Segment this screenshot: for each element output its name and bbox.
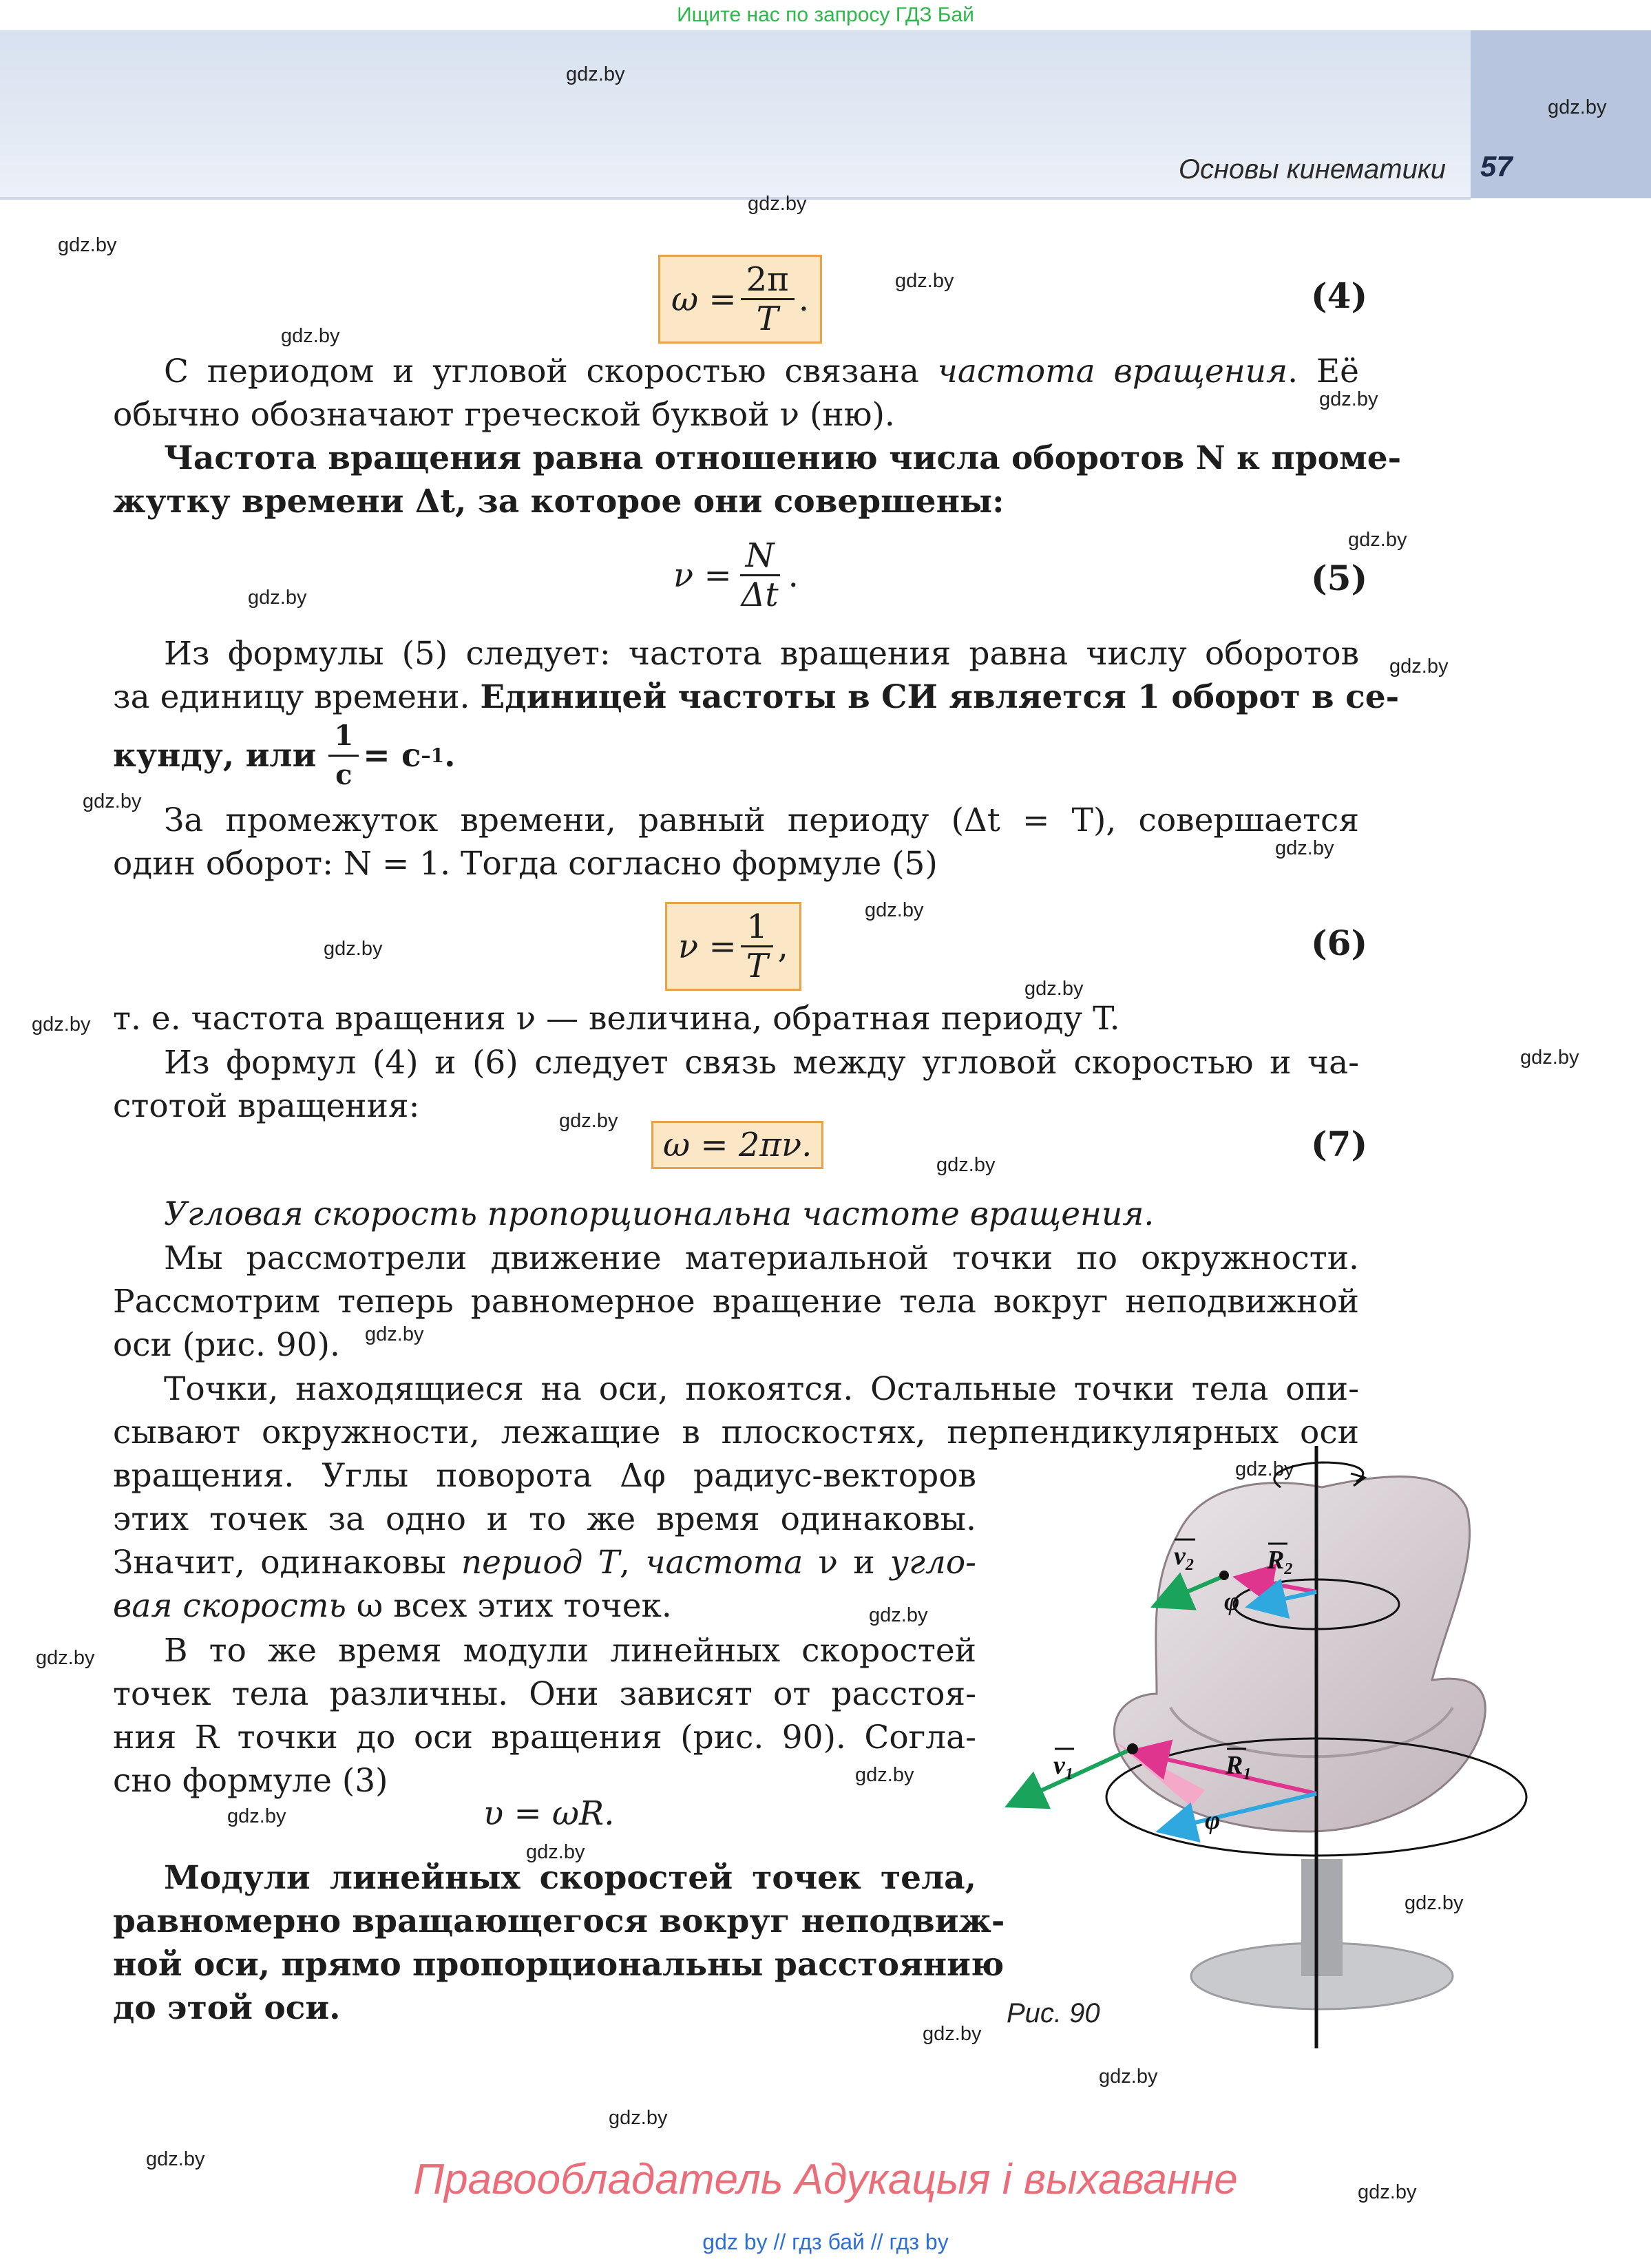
watermark: gdz.by — [58, 234, 117, 256]
equation-number: (6) — [1311, 923, 1368, 963]
watermark: gdz.by — [869, 1604, 928, 1626]
watermark: gdz.by — [865, 899, 924, 921]
formula-highlight: ν = $\frac{1}{T}$ , — [665, 902, 801, 991]
watermark: gdz.by — [32, 1014, 91, 1036]
label-phi-upper: φ — [1224, 1587, 1240, 1616]
top-banner: Ищите нас по запросу ГДЗ Бай — [0, 0, 1651, 30]
watermark: gdz.by — [1405, 1892, 1464, 1914]
unit-definition: кунду, или $\frac{1}{с}$ = с –1 . — [113, 717, 456, 794]
watermark: gdz.by — [1275, 837, 1334, 859]
equation-number: (7) — [1311, 1124, 1368, 1164]
watermark: gdz.by — [526, 1841, 585, 1863]
paragraph: т. е. частота вращения ν — величина, обратная периоду T. — [113, 1000, 1120, 1038]
rule-definition: Частота вращения равна отношению числа оборотов N к проме- жутку времени Δt, за которое они совершены: — [113, 439, 1402, 521]
paragraph: Из формулы (5) следует: частота вращения равна числу оборотов за единицу времени. Единицей частоты в СИ является 1 оборот в се- — [113, 635, 1400, 716]
formula-4 — [658, 255, 822, 344]
paragraph: Мы рассмотрели движение материальной точки по окружности. Рассмотрим теперь равномерное вращение тела вокруг неподвижной оси (рис. 90). — [113, 1239, 1359, 1364]
paragraph: вращения. Углы поворота Δφ радиус-векторов этих точек за одно и то же время одинаковы. Значит, одинаковы период T, частота ν и углo- вая скорость ω всех этих точек. — [113, 1457, 977, 1625]
watermark: gdz.by — [1548, 96, 1607, 118]
label-r2: $R_2$ — [1267, 1546, 1293, 1578]
header-divider — [0, 197, 1471, 200]
statement: Угловая скорость пропорциональна частоте вращения. — [164, 1195, 1155, 1233]
paragraph: В то же время модули линейных скоростей точек тела различны. Они зависят от расстоя- ния R точки до оси вращения (рис. 90). Согла- сно формуле (3) — [113, 1632, 976, 1800]
watermark: gdz.by — [36, 1647, 95, 1669]
watermark: gdz.by — [609, 2107, 668, 2129]
watermark: gdz.by — [895, 270, 954, 292]
watermark: gdz.by — [1235, 1458, 1294, 1480]
footer-links[interactable]: gdz by // гдз бай // гдз by — [702, 2229, 949, 2254]
label-r1: $R_1$ — [1226, 1751, 1252, 1783]
watermark: gdz.by — [936, 1154, 996, 1176]
copyright-notice: Правообладатель Адукацыя і выхаванне — [413, 2156, 1238, 2203]
watermark: gdz.by — [1358, 2181, 1417, 2203]
watermark: gdz.by — [748, 193, 807, 215]
watermark: gdz.by — [248, 587, 307, 609]
label-v2: $v_2$ — [1174, 1542, 1194, 1574]
watermark: gdz.by — [1389, 655, 1449, 678]
watermark: gdz.by — [146, 2148, 205, 2170]
watermark: gdz.by — [1099, 2066, 1158, 2088]
rule-statement: Модули линейных скоростей точек тела, равномерно вращающегося вокруг неподвиж- ной оси, прямо пропорциональны расстоянию до этой оси. — [113, 1859, 1005, 2027]
figure-caption: Рис. 90 — [1007, 1998, 1100, 2028]
watermark: gdz.by — [83, 790, 142, 812]
watermark: gdz.by — [559, 1110, 618, 1132]
watermark: gdz.by — [855, 1764, 914, 1786]
watermark: gdz.by — [1520, 1047, 1579, 1069]
formula-7 — [651, 1121, 823, 1169]
watermark: gdz.by — [1024, 978, 1084, 1000]
watermark: gdz.by — [923, 2023, 982, 2045]
label-v1: $v_1$ — [1053, 1751, 1073, 1783]
page-number: 57 — [1480, 150, 1513, 182]
watermark: gdz.by — [227, 1805, 286, 1827]
paragraph: Из формул (4) и (6) следует связь между угловой скоростью и ча- стотой вращения: — [113, 1044, 1359, 1125]
watermark: gdz.by — [1348, 529, 1407, 551]
label-phi-lower: φ — [1205, 1806, 1221, 1835]
watermark: gdz.by — [281, 325, 340, 347]
watermark: gdz.by — [1319, 388, 1378, 410]
paragraph: С периодом и угловой скоростью связана частота вращения. Её обычно обозначают греческой буквой ν (ню). — [113, 353, 1359, 434]
formula-highlight: ω = $\frac{2\pi}{T}$ . — [658, 255, 822, 344]
chair-stem — [1301, 1859, 1343, 1976]
watermark: gdz.by — [566, 63, 625, 85]
formula-linear-velocity: υ = ωR. — [483, 1794, 615, 1833]
formula-5: ν = $\frac{N}{\Delta t}$ . — [673, 536, 799, 614]
watermark: gdz.by — [365, 1323, 424, 1345]
formula-highlight: ω = 2πν. — [651, 1121, 823, 1169]
formula-6 — [665, 902, 801, 991]
watermark: gdz.by — [324, 938, 383, 960]
equation-number: (4) — [1311, 275, 1368, 316]
chapter-title: Основы кинематики — [1178, 154, 1446, 185]
equation-number: (5) — [1311, 558, 1368, 598]
paragraph: Точки, находящиеся на оси, покоятся. Остальные точки тела опи- сывают окружности, лежащие в плоскостях, перпендикулярных оси — [113, 1370, 1359, 1451]
figure-rotating-chair — [998, 1446, 1549, 2052]
paragraph: За промежуток времени, равный периоду (Δt = T), совершается один оборот: N = 1. Тогда согласно формуле (5) — [113, 801, 1359, 883]
